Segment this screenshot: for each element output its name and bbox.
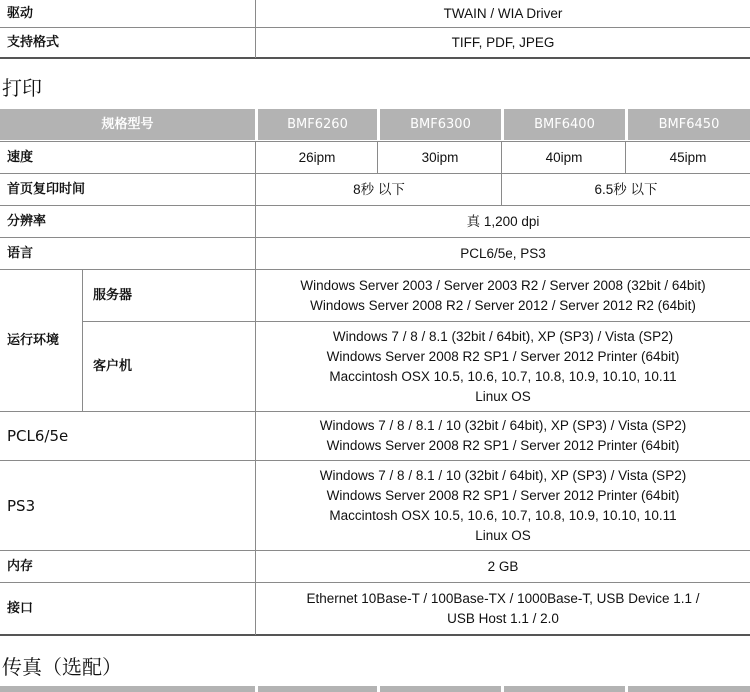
client-os-line: Windows 7 / 8 / 8.1 (32bit / 64bit), XP (SP3) / Vista (SP2)	[332, 328, 674, 344]
first-copy-value: 6.5秒 以下	[594, 181, 658, 197]
interface-value	[256, 583, 750, 634]
fax-header-cell	[0, 686, 255, 692]
pcl-line: Windows Server 2008 R2 SP1 / Server 2012 Printer (64bit)	[326, 438, 680, 453]
ps3-value	[256, 461, 750, 550]
format-value: TIFF, PDF, JPEG	[451, 35, 555, 50]
os-label: 运行环境	[7, 332, 60, 348]
driver-label: 驱动	[7, 5, 34, 21]
fax-section-title: 传真（选配）	[2, 655, 122, 679]
fax-header-cell	[504, 686, 625, 692]
client-os-value	[256, 322, 750, 411]
model-header-bmf6300: BMF6300	[380, 109, 501, 140]
speed-label: 速度	[7, 149, 34, 165]
model-header-bmf6260: BMF6260	[258, 109, 377, 140]
model-header-bmf6450: BMF6450	[628, 109, 750, 140]
client-label: 客户机	[93, 358, 133, 374]
model-header-bmf6400: BMF6400	[504, 109, 625, 140]
server-os-value	[256, 270, 750, 321]
interface-label: 接口	[7, 600, 34, 616]
language-label: 语言	[7, 245, 34, 261]
server-os-line: Windows Server 2003 / Server 2003 R2 / Server 2008 (32bit / 64bit)	[300, 277, 706, 293]
speed-value: 40ipm	[545, 149, 583, 165]
pcl-value	[256, 412, 750, 460]
interface-line: USB Host 1.1 / 2.0	[447, 610, 559, 626]
fax-header-cell	[258, 686, 377, 692]
memory-value: 2 GB	[487, 558, 519, 574]
client-os-line: Maccintosh OSX 10.5, 10.6, 10.7, 10.8, 10.9, 10.10, 10.11	[329, 368, 677, 384]
fax-header-cell	[380, 686, 501, 692]
ps3-line: Windows Server 2008 R2 SP1 / Server 2012 Printer (64bit)	[326, 487, 680, 503]
client-os-line: Linux OS	[475, 388, 531, 404]
ps3-line: Windows 7 / 8 / 8.1 / 10 (32bit / 64bit), XP (SP3) / Vista (SP2)	[319, 467, 687, 483]
format-label: 支持格式	[7, 35, 60, 50]
client-os-line: Windows Server 2008 R2 SP1 / Server 2012 Printer (64bit)	[326, 348, 680, 364]
resolution-value: 真 1,200 dpi	[466, 213, 540, 229]
first-copy-value: 8秒 以下	[353, 181, 405, 197]
server-label: 服务器	[93, 287, 133, 303]
pcl-label: PCL6/5e	[7, 427, 69, 445]
resolution-label: 分辨率	[7, 213, 47, 229]
ps3-line: Maccintosh OSX 10.5, 10.6, 10.7, 10.8, 10.9, 10.10, 10.11	[329, 507, 677, 523]
ps3-label: PS3	[7, 496, 36, 515]
memory-label: 内存	[7, 558, 34, 574]
speed-value: 26ipm	[298, 149, 336, 165]
speed-value: 30ipm	[421, 149, 459, 165]
print-section-title: 打印	[2, 76, 42, 100]
language-value: PCL6/5e, PS3	[460, 245, 546, 261]
server-os-line: Windows Server 2008 R2 / Server 2012 / Server 2012 R2 (64bit)	[310, 297, 696, 313]
driver-value: TWAIN / WIA Driver	[443, 5, 563, 21]
fax-header-cell	[628, 686, 750, 692]
ps3-line: Linux OS	[475, 527, 531, 543]
interface-line: Ethernet 10Base-T / 100Base-TX / 1000Base-T, USB Device 1.1 /	[306, 590, 700, 606]
pcl-line: Windows 7 / 8 / 8.1 / 10 (32bit / 64bit), XP (SP3) / Vista (SP2)	[319, 418, 687, 433]
spec-header: 规格型号	[0, 109, 255, 140]
first-copy-label: 首页复印时间	[7, 181, 86, 197]
speed-value: 45ipm	[669, 149, 707, 165]
